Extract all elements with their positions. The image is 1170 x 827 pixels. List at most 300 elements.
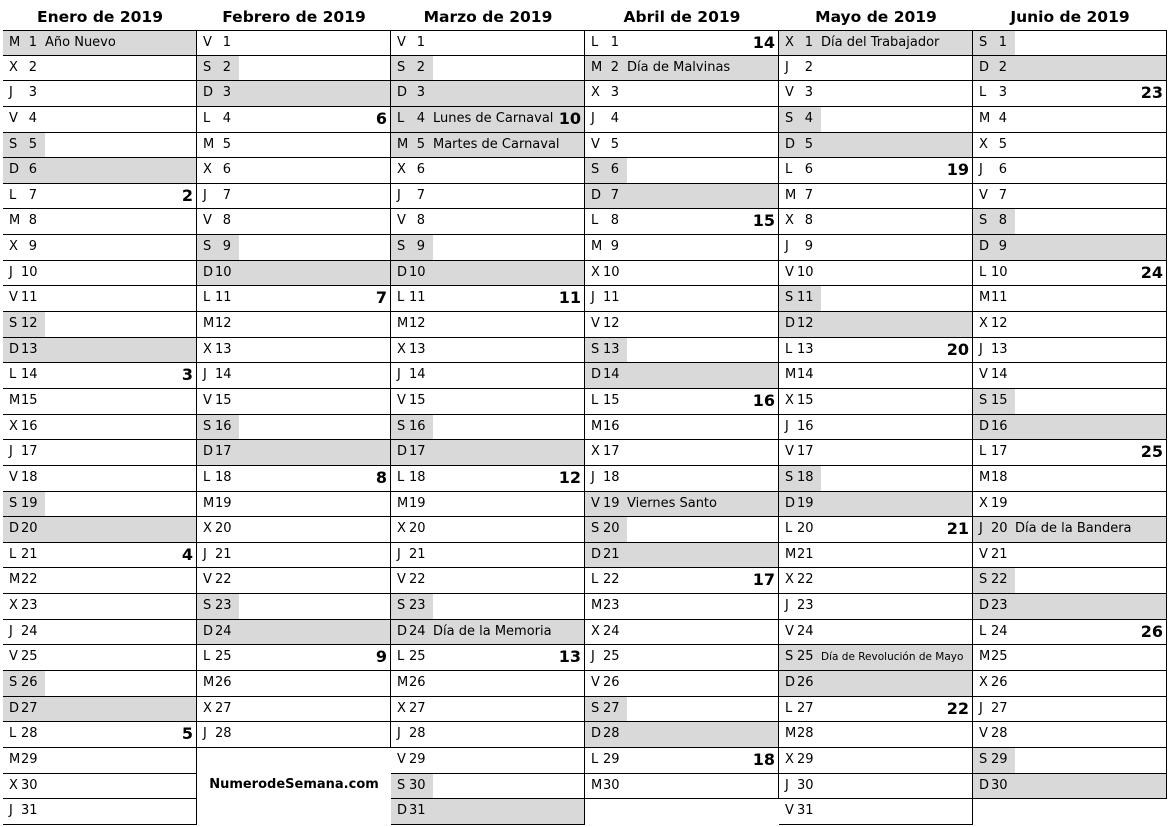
day-row <box>391 774 584 800</box>
day-row <box>3 671 196 697</box>
week-number: 23 <box>1140 83 1163 103</box>
day-row <box>779 389 972 415</box>
weekday-letter: V <box>979 367 988 383</box>
day-row <box>391 543 584 569</box>
day-row <box>779 722 972 748</box>
day-number: 29 <box>603 751 620 767</box>
day-row <box>3 30 196 56</box>
weekday-letter: X <box>979 495 988 511</box>
day-number: 15 <box>215 392 232 408</box>
day-row <box>3 543 196 569</box>
day-number: 26 <box>603 675 620 691</box>
day-row <box>779 415 972 441</box>
weekday-letter: L <box>591 572 599 588</box>
day-row <box>197 697 390 723</box>
day-row <box>197 158 390 184</box>
day-number: 10 <box>409 264 426 280</box>
day-row <box>585 261 778 287</box>
weekday-letter: M <box>397 675 409 691</box>
weekday-letter: V <box>397 572 406 588</box>
day-number: 13 <box>603 341 620 357</box>
day-row <box>197 286 390 312</box>
weekday-letter: S <box>397 418 406 434</box>
day-row <box>585 389 778 415</box>
weekday-letter: X <box>9 59 18 75</box>
weekday-letter: S <box>785 290 794 306</box>
day-number: 3 <box>416 85 425 101</box>
day-row <box>3 466 196 492</box>
day-list <box>779 30 973 825</box>
day-number: 24 <box>603 623 620 639</box>
day-number: 14 <box>409 367 426 383</box>
weekday-letter: V <box>785 803 794 819</box>
day-row <box>391 133 584 159</box>
day-number: 11 <box>797 290 814 306</box>
day-number: 17 <box>409 444 426 460</box>
weekday-letter: V <box>785 85 794 101</box>
day-number: 5 <box>610 136 619 152</box>
weekday-letter: L <box>785 700 793 716</box>
day-number: 11 <box>409 290 426 306</box>
weekday-letter: S <box>979 572 988 588</box>
day-row <box>197 440 390 466</box>
day-row <box>3 338 196 364</box>
weekday-letter: S <box>9 316 18 332</box>
weekday-letter: L <box>397 649 405 665</box>
day-number: 8 <box>998 213 1007 229</box>
month-title: Junio de 2019 <box>1010 8 1130 26</box>
day-row <box>973 492 1166 518</box>
day-row <box>973 133 1166 159</box>
day-row <box>391 517 584 543</box>
weekday-letter: S <box>397 239 406 255</box>
day-row <box>973 363 1166 389</box>
day-number: 22 <box>409 572 426 588</box>
week-number: 3 <box>181 365 193 385</box>
day-number: 7 <box>804 187 813 203</box>
day-number: 28 <box>409 726 426 742</box>
day-row <box>585 748 778 774</box>
day-list <box>585 30 779 799</box>
weekday-letter: X <box>397 341 406 357</box>
weekday-letter: L <box>397 110 405 126</box>
weekday-letter: D <box>785 136 796 152</box>
day-row <box>779 440 972 466</box>
weekday-letter: D <box>9 162 20 178</box>
weekday-letter: S <box>203 59 212 75</box>
day-row <box>779 748 972 774</box>
weekday-letter: D <box>9 521 20 537</box>
day-row <box>391 312 584 338</box>
day-number: 12 <box>991 316 1008 332</box>
weekday-letter: M <box>397 495 409 511</box>
day-row <box>197 671 390 697</box>
day-row <box>3 697 196 723</box>
day-row <box>391 799 584 825</box>
day-number: 20 <box>991 521 1008 537</box>
weekday-letter: S <box>591 341 600 357</box>
day-row <box>3 415 196 441</box>
weekday-letter: X <box>785 572 794 588</box>
day-number: 7 <box>222 187 231 203</box>
day-row <box>197 81 390 107</box>
weekday-letter: M <box>979 649 991 665</box>
day-number: 16 <box>215 418 232 434</box>
weekday-letter: X <box>591 444 600 460</box>
day-number: 20 <box>797 521 814 537</box>
day-row <box>585 286 778 312</box>
day-number: 8 <box>416 213 425 229</box>
day-row <box>197 568 390 594</box>
weekday-letter: M <box>397 136 409 152</box>
weekday-letter: S <box>591 700 600 716</box>
day-row <box>973 774 1166 800</box>
weekday-letter: D <box>397 803 408 819</box>
day-number: 21 <box>215 546 232 562</box>
day-row <box>585 209 778 235</box>
weekday-letter: J <box>9 444 13 460</box>
weekday-letter: M <box>979 290 991 306</box>
weekday-letter: S <box>203 418 212 434</box>
day-row <box>973 235 1166 261</box>
weekday-letter: J <box>979 700 983 716</box>
weekday-letter: S <box>979 751 988 767</box>
weekday-letter: L <box>203 469 211 485</box>
weekday-letter: L <box>397 290 405 306</box>
day-number: 6 <box>804 162 813 178</box>
day-number: 26 <box>409 675 426 691</box>
day-row <box>391 235 584 261</box>
day-number: 15 <box>409 392 426 408</box>
weekday-letter: D <box>203 264 214 280</box>
week-number: 8 <box>375 467 387 487</box>
day-row <box>973 286 1166 312</box>
day-row <box>973 517 1166 543</box>
day-number: 28 <box>603 726 620 742</box>
day-number: 11 <box>991 290 1008 306</box>
day-number: 20 <box>409 521 426 537</box>
weekday-letter: X <box>785 392 794 408</box>
day-row <box>973 184 1166 210</box>
day-number: 13 <box>215 341 232 357</box>
weekday-letter: X <box>203 521 212 537</box>
weekday-letter: M <box>785 546 797 562</box>
week-number: 22 <box>946 698 969 718</box>
day-row <box>3 748 196 774</box>
day-row <box>779 286 972 312</box>
day-row <box>779 697 972 723</box>
weekday-letter: L <box>591 392 599 408</box>
weekday-letter: X <box>203 700 212 716</box>
day-number: 12 <box>603 316 620 332</box>
day-number: 7 <box>416 187 425 203</box>
day-row <box>779 312 972 338</box>
weekday-letter: L <box>979 264 987 280</box>
day-row <box>585 466 778 492</box>
day-number: 9 <box>804 239 813 255</box>
weekday-letter: S <box>397 598 406 614</box>
day-row <box>3 440 196 466</box>
day-number: 9 <box>610 239 619 255</box>
weekday-letter: V <box>785 623 794 639</box>
weekday-letter: J <box>785 598 789 614</box>
day-row <box>779 620 972 646</box>
weekday-letter: J <box>979 521 983 537</box>
day-list <box>197 30 391 748</box>
day-row <box>973 440 1166 466</box>
day-number: 29 <box>21 751 38 767</box>
day-row <box>3 722 196 748</box>
week-number: 10 <box>558 108 581 128</box>
day-row <box>3 389 196 415</box>
day-number: 15 <box>991 392 1008 408</box>
weekday-letter: D <box>979 777 990 793</box>
day-row <box>585 517 778 543</box>
day-list <box>3 30 197 825</box>
weekday-letter: V <box>203 572 212 588</box>
day-number: 14 <box>603 367 620 383</box>
day-row <box>585 671 778 697</box>
day-number: 24 <box>797 623 814 639</box>
day-row <box>197 466 390 492</box>
day-number: 8 <box>804 213 813 229</box>
weekday-letter: D <box>979 59 990 75</box>
day-number: 10 <box>603 264 620 280</box>
day-row <box>973 671 1166 697</box>
day-row <box>585 543 778 569</box>
day-number: 19 <box>409 495 426 511</box>
day-number: 28 <box>797 726 814 742</box>
day-number: 11 <box>21 290 38 306</box>
day-number: 17 <box>797 444 814 460</box>
day-row <box>391 466 584 492</box>
day-number: 4 <box>610 110 619 126</box>
weekday-letter: M <box>591 239 603 255</box>
day-row <box>3 56 196 82</box>
day-row <box>197 620 390 646</box>
weekday-letter: D <box>203 444 214 460</box>
week-number: 17 <box>752 570 775 590</box>
day-number: 11 <box>603 290 620 306</box>
weekday-letter: M <box>9 35 21 50</box>
day-row <box>391 440 584 466</box>
weekday-letter: V <box>9 290 18 306</box>
day-row <box>391 286 584 312</box>
week-number: 20 <box>946 339 969 359</box>
day-number: 27 <box>409 700 426 716</box>
weekday-letter: L <box>785 521 793 537</box>
weekday-letter: D <box>591 546 602 562</box>
weekday-letter: J <box>9 803 13 819</box>
weekday-letter: L <box>203 649 211 665</box>
weekday-letter: J <box>203 546 207 562</box>
weekday-letter: L <box>9 367 17 383</box>
weekday-letter: V <box>591 136 600 152</box>
month-title: Enero de 2019 <box>37 8 163 26</box>
weekday-letter: S <box>9 136 18 152</box>
day-number: 9 <box>416 239 425 255</box>
day-row <box>3 620 196 646</box>
weekday-letter: M <box>203 495 215 511</box>
weekday-letter: X <box>591 264 600 280</box>
weekday-letter: X <box>979 136 988 152</box>
day-number: 2 <box>804 59 813 75</box>
weekday-letter: S <box>785 469 794 485</box>
weekday-letter: D <box>203 623 214 639</box>
day-row <box>3 81 196 107</box>
weekday-letter: M <box>9 751 21 767</box>
weekday-letter: M <box>591 418 603 434</box>
weekday-letter: X <box>785 751 794 767</box>
weekday-letter: V <box>591 495 600 511</box>
weekday-letter: D <box>591 367 602 383</box>
day-row <box>197 107 390 133</box>
week-number: 6 <box>375 108 387 128</box>
weekday-letter: L <box>785 341 793 357</box>
weekday-letter: V <box>397 392 406 408</box>
day-row <box>585 620 778 646</box>
weekday-letter: M <box>785 367 797 383</box>
day-row <box>585 184 778 210</box>
weekday-letter: M <box>397 316 409 332</box>
holiday-label: Martes de Carnaval <box>433 136 560 152</box>
day-row <box>391 492 584 518</box>
day-row <box>779 774 972 800</box>
day-row <box>197 56 390 82</box>
week-number: 15 <box>752 211 775 231</box>
day-number: 22 <box>991 572 1008 588</box>
day-row <box>3 312 196 338</box>
day-row <box>391 81 584 107</box>
day-row <box>779 209 972 235</box>
day-row <box>197 415 390 441</box>
day-number: 6 <box>222 162 231 178</box>
day-row <box>391 722 584 748</box>
day-number: 7 <box>28 187 37 203</box>
weekday-letter: X <box>979 675 988 691</box>
weekday-letter: S <box>203 598 212 614</box>
day-number: 4 <box>998 110 1007 126</box>
day-row <box>585 81 778 107</box>
day-row <box>779 158 972 184</box>
day-number: 30 <box>409 777 426 793</box>
day-number: 19 <box>215 495 232 511</box>
weekday-letter: J <box>203 726 207 742</box>
day-number: 25 <box>409 649 426 665</box>
weekday-letter: J <box>785 777 789 793</box>
day-row <box>197 209 390 235</box>
day-number: 26 <box>991 675 1008 691</box>
weekday-letter: S <box>397 59 406 75</box>
day-number: 5 <box>28 136 37 152</box>
weekday-letter: J <box>9 85 13 101</box>
day-number: 4 <box>222 110 231 126</box>
day-row <box>391 209 584 235</box>
holiday-label: Día de la Bandera <box>1015 521 1132 537</box>
day-number: 2 <box>416 59 425 75</box>
day-row <box>197 543 390 569</box>
weekday-letter: L <box>203 110 211 126</box>
day-number: 24 <box>991 623 1008 639</box>
weekday-letter: D <box>9 700 20 716</box>
day-row <box>779 671 972 697</box>
day-number: 7 <box>998 187 1007 203</box>
month-column <box>197 4 391 793</box>
day-number: 9 <box>28 239 37 255</box>
day-number: 3 <box>28 85 37 101</box>
weekday-letter: M <box>9 213 21 229</box>
day-number: 10 <box>991 264 1008 280</box>
day-number: 3 <box>610 85 619 101</box>
day-row <box>779 492 972 518</box>
day-row <box>3 363 196 389</box>
day-row <box>779 107 972 133</box>
day-number: 27 <box>603 700 620 716</box>
weekday-letter: J <box>397 726 401 742</box>
day-number: 31 <box>21 803 38 819</box>
week-number: 18 <box>752 749 775 769</box>
day-number: 25 <box>21 649 38 665</box>
weekday-letter: D <box>785 675 796 691</box>
day-number: 26 <box>21 675 38 691</box>
week-number: 16 <box>752 390 775 410</box>
day-row <box>391 184 584 210</box>
day-row <box>973 568 1166 594</box>
day-row <box>585 697 778 723</box>
day-row <box>779 338 972 364</box>
day-row <box>779 56 972 82</box>
weekday-letter: S <box>9 495 18 511</box>
day-number: 6 <box>998 162 1007 178</box>
day-number: 6 <box>416 162 425 178</box>
day-row <box>585 30 778 56</box>
week-number: 19 <box>946 160 969 180</box>
day-row <box>973 594 1166 620</box>
weekday-letter: M <box>785 187 797 203</box>
weekday-letter: D <box>591 726 602 742</box>
weekday-letter: M <box>979 110 991 126</box>
day-number: 27 <box>21 700 38 716</box>
day-number: 21 <box>991 546 1008 562</box>
day-row <box>779 799 972 825</box>
day-number: 5 <box>222 136 231 152</box>
day-row <box>197 517 390 543</box>
day-row <box>585 338 778 364</box>
day-row <box>3 799 196 825</box>
day-row <box>197 30 390 56</box>
holiday-label: Día del Trabajador <box>821 35 940 50</box>
day-number: 14 <box>991 367 1008 383</box>
weekday-letter: D <box>397 623 408 639</box>
holiday-label: Viernes Santo <box>627 495 717 511</box>
weekday-letter: M <box>591 598 603 614</box>
day-number: 10 <box>215 264 232 280</box>
weekday-letter: M <box>591 59 603 75</box>
weekday-letter: X <box>397 162 406 178</box>
day-number: 29 <box>409 751 426 767</box>
day-row <box>779 517 972 543</box>
weekday-letter: X <box>9 777 18 793</box>
weekday-letter: M <box>9 392 21 408</box>
day-row <box>973 389 1166 415</box>
day-row <box>197 594 390 620</box>
day-row <box>973 466 1166 492</box>
weekday-letter: V <box>785 264 794 280</box>
day-number: 14 <box>21 367 38 383</box>
day-row <box>3 235 196 261</box>
day-number: 12 <box>215 316 232 332</box>
weekday-letter: L <box>203 290 211 306</box>
